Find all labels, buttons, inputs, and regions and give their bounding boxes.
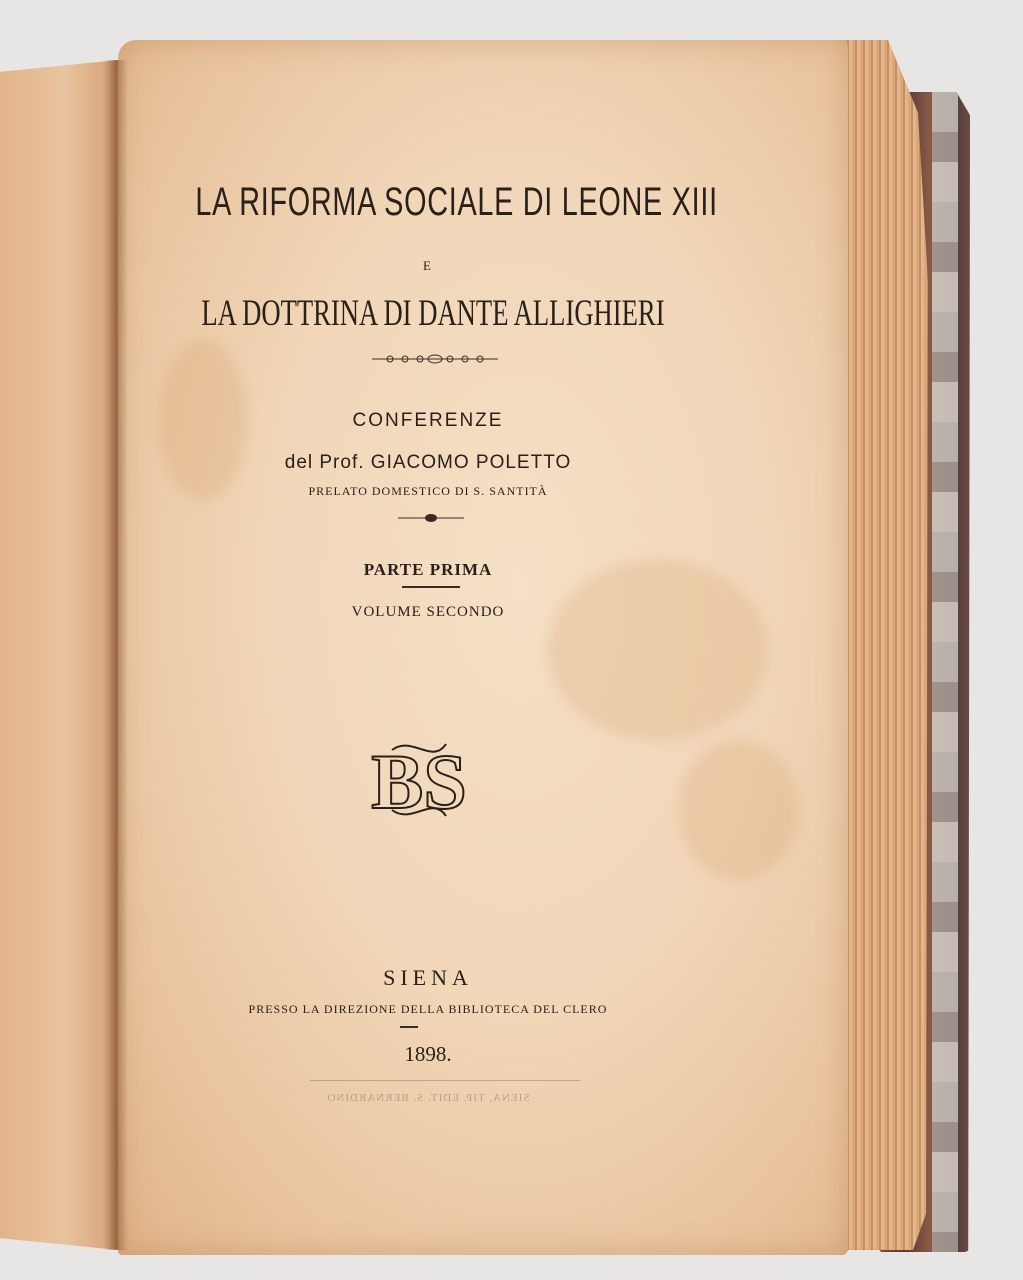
title-line-1: LA RIFORMA SOCIALE DI LEONE XIII	[195, 180, 718, 224]
title-line-2: LA DOTTRINA DI DANTE ALLIGHIERI	[201, 293, 665, 334]
volume-label: VOLUME SECONDO	[351, 604, 505, 620]
publisher: PRESSO LA DIREZIONE DELLA BIBLIOTECA DEL CLERO	[248, 1002, 608, 1016]
author-role: PRELATO DOMESTICO DI S. SANTITÀ	[308, 484, 548, 498]
city: SIENA	[383, 965, 473, 990]
bleed-rule	[310, 1080, 580, 1081]
part-rule	[402, 586, 460, 588]
monogram-icon	[371, 730, 467, 826]
title-conjunction: E	[423, 258, 433, 273]
svg-text:BS: BS	[371, 738, 467, 825]
small-ornament-icon	[396, 512, 466, 524]
printer-bleed-through: SIENA, TIP. EDIT. S. BERNARDINO	[326, 1092, 530, 1104]
year: 1898.	[404, 1042, 452, 1066]
gutter	[104, 60, 128, 1250]
author-line: del Prof. GIACOMO POLETTO	[284, 452, 572, 473]
part-label: PARTE PRIMA	[363, 560, 493, 579]
left-page	[0, 60, 118, 1250]
ornament-divider-icon	[370, 352, 500, 366]
publisher-rule	[400, 1026, 418, 1028]
subtitle: CONFERENZE	[352, 410, 504, 431]
